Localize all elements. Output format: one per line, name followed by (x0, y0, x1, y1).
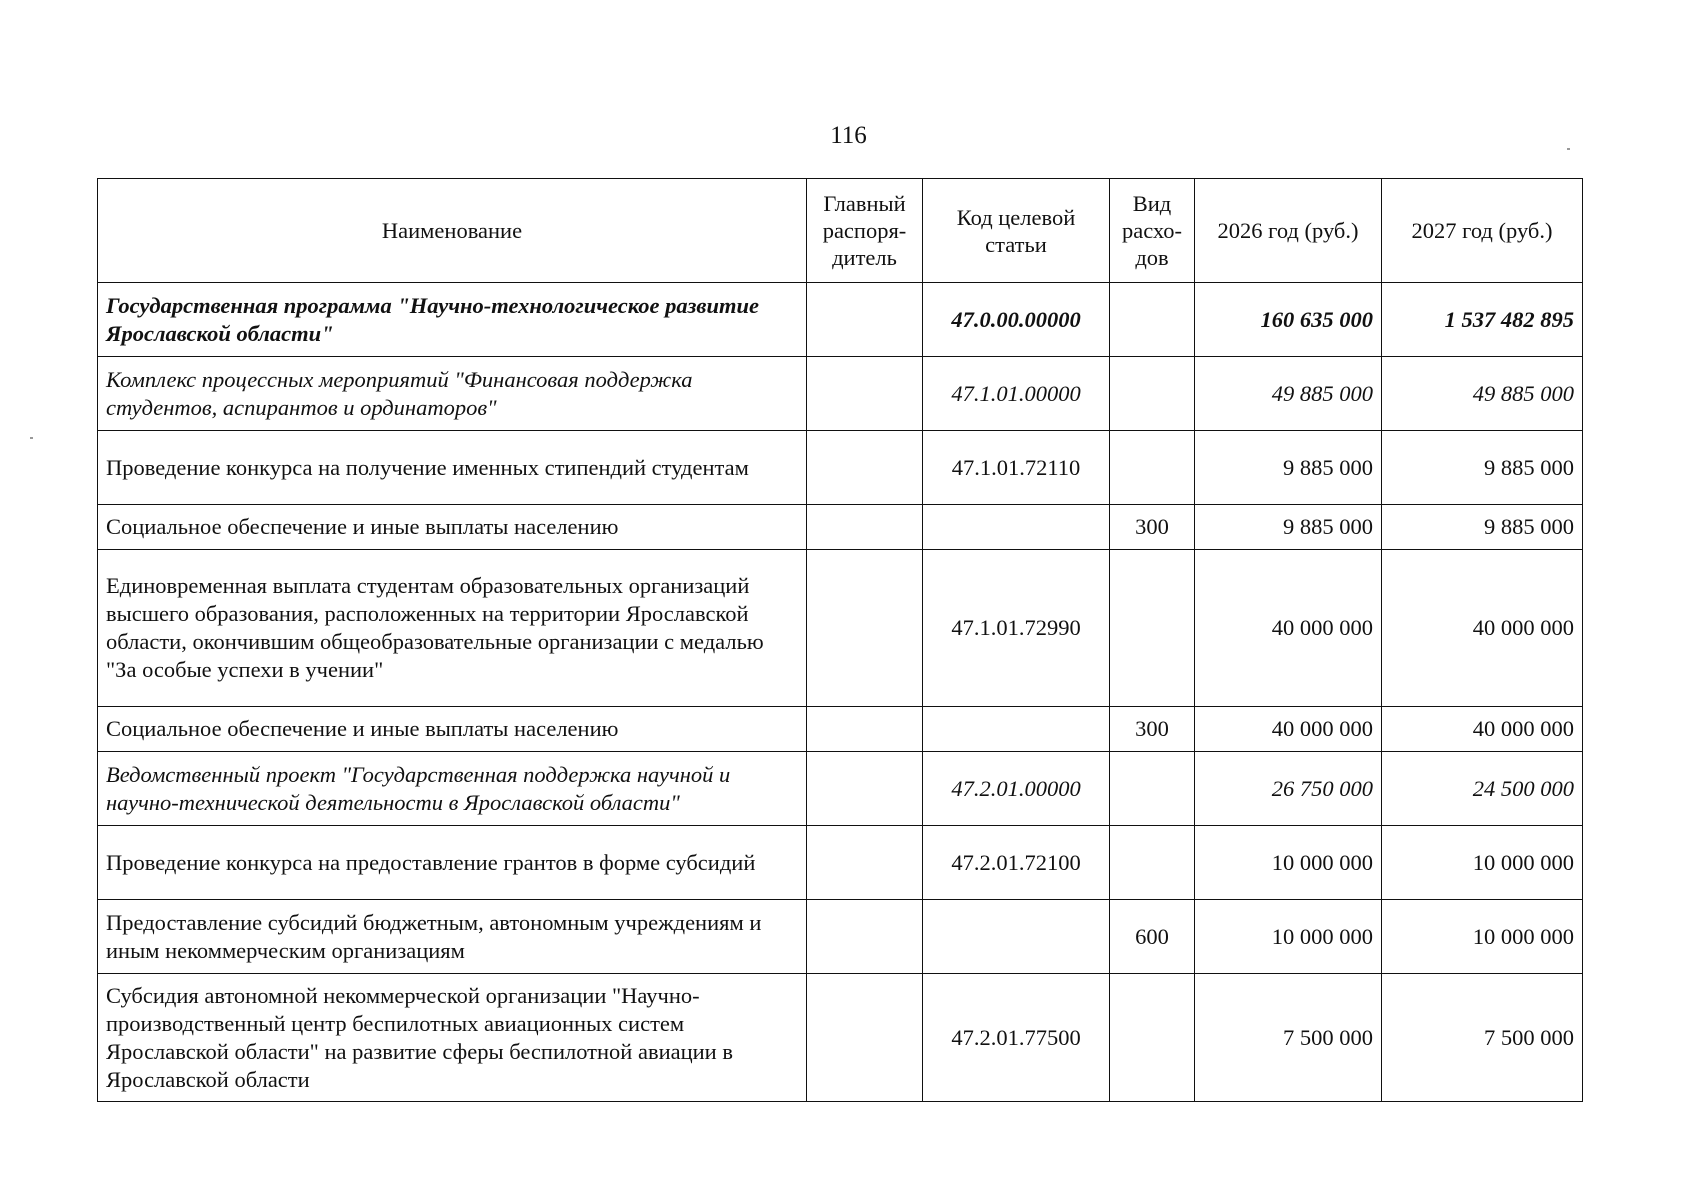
row-name: Проведение конкурса на получение именных стипендий студентам (98, 431, 807, 505)
row-amount-2027: 7 500 000 (1382, 974, 1583, 1102)
row-amount-2026: 40 000 000 (1195, 707, 1382, 752)
row-admin (807, 974, 923, 1102)
row-amount-2027: 1 537 482 895 (1382, 283, 1583, 357)
row-kind (1110, 431, 1195, 505)
table-row (98, 550, 1583, 707)
row-name: Ведомственный проект "Государственная поддержка научной и научно-технической деятельности в Ярославской области" (98, 752, 807, 826)
budget-table (97, 178, 1583, 1102)
row-code: 47.2.01.00000 (923, 752, 1110, 826)
row-amount-2027: 10 000 000 (1382, 900, 1583, 974)
scan-speck (1567, 148, 1570, 150)
row-amount-2026: 9 885 000 (1195, 431, 1382, 505)
table-header-row (98, 179, 1583, 283)
row-name: Социальное обеспечение и иные выплаты населению (98, 505, 807, 550)
header-code: Код целевой статьи (923, 179, 1110, 283)
row-name: Предоставление субсидий бюджетным, автономным учреждениям и иным некоммерческим организациям (98, 900, 807, 974)
header-kind: Вид расхо-дов (1110, 179, 1195, 283)
row-code: 47.1.01.72990 (923, 550, 1110, 707)
row-admin (807, 431, 923, 505)
row-kind (1110, 550, 1195, 707)
table-row (98, 505, 1583, 550)
table-row (98, 357, 1583, 431)
row-amount-2026: 40 000 000 (1195, 550, 1382, 707)
header-year-2026: 2026 год (руб.) (1195, 179, 1382, 283)
row-amount-2026: 10 000 000 (1195, 826, 1382, 900)
row-amount-2027: 9 885 000 (1382, 431, 1583, 505)
row-admin (807, 357, 923, 431)
scan-speck (30, 437, 33, 439)
row-amount-2027: 40 000 000 (1382, 550, 1583, 707)
row-code: 47.1.01.72110 (923, 431, 1110, 505)
row-amount-2027: 49 885 000 (1382, 357, 1583, 431)
row-kind (1110, 283, 1195, 357)
table-row (98, 707, 1583, 752)
header-name: Наименование (98, 179, 807, 283)
table-row (98, 826, 1583, 900)
row-name: Комплекс процессных мероприятий "Финансовая поддержка студентов, аспирантов и ординаторов" (98, 357, 807, 431)
row-amount-2027: 9 885 000 (1382, 505, 1583, 550)
row-name: Социальное обеспечение и иные выплаты населению (98, 707, 807, 752)
row-code: 47.0.00.00000 (923, 283, 1110, 357)
row-name: Субсидия автономной некоммерческой организации "Научно-производственный центр беспилотных авиационных систем Ярославской области" на развитие сферы беспилотной авиации в Ярославской области (98, 974, 807, 1102)
row-amount-2026: 10 000 000 (1195, 900, 1382, 974)
row-kind (1110, 357, 1195, 431)
table-row (98, 283, 1583, 357)
row-code: 47.1.01.00000 (923, 357, 1110, 431)
row-kind (1110, 826, 1195, 900)
table-row (98, 431, 1583, 505)
table-row (98, 900, 1583, 974)
header-admin: Главный распоря-дитель (807, 179, 923, 283)
row-admin (807, 752, 923, 826)
row-code (923, 505, 1110, 550)
row-admin (807, 505, 923, 550)
row-amount-2026: 160 635 000 (1195, 283, 1382, 357)
header-year-2027: 2027 год (руб.) (1382, 179, 1583, 283)
row-name: Единовременная выплата студентам образовательных организаций высшего образования, расположенных на территории Ярославской области, окончившим общеобразовательные организации с медалью "За особые успехи в учении" (98, 550, 807, 707)
row-admin (807, 826, 923, 900)
row-amount-2027: 24 500 000 (1382, 752, 1583, 826)
page-number: 116 (830, 122, 867, 149)
row-code: 47.2.01.77500 (923, 974, 1110, 1102)
row-amount-2027: 40 000 000 (1382, 707, 1583, 752)
row-kind: 600 (1110, 900, 1195, 974)
row-admin (807, 550, 923, 707)
table-row (98, 974, 1583, 1102)
row-kind: 300 (1110, 707, 1195, 752)
row-name: Проведение конкурса на предоставление грантов в форме субсидий (98, 826, 807, 900)
row-kind: 300 (1110, 505, 1195, 550)
row-admin (807, 283, 923, 357)
row-amount-2026: 26 750 000 (1195, 752, 1382, 826)
row-amount-2026: 7 500 000 (1195, 974, 1382, 1102)
row-name: Государственная программа "Научно-технологическое развитие Ярославской области" (98, 283, 807, 357)
row-amount-2026: 9 885 000 (1195, 505, 1382, 550)
table-row (98, 752, 1583, 826)
row-code (923, 900, 1110, 974)
row-amount-2027: 10 000 000 (1382, 826, 1583, 900)
row-code (923, 707, 1110, 752)
row-kind (1110, 974, 1195, 1102)
row-admin (807, 900, 923, 974)
row-admin (807, 707, 923, 752)
row-amount-2026: 49 885 000 (1195, 357, 1382, 431)
row-kind (1110, 752, 1195, 826)
row-code: 47.2.01.72100 (923, 826, 1110, 900)
